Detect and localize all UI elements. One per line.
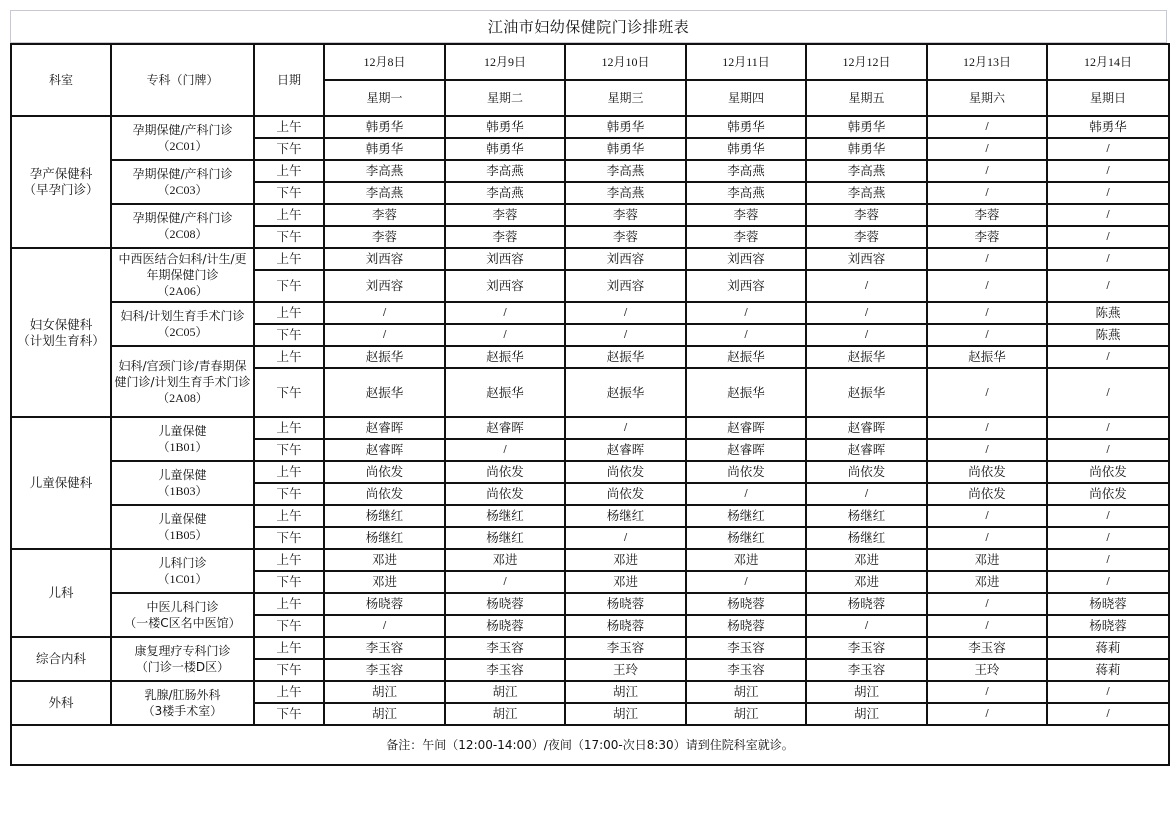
table-row bbox=[11, 681, 1169, 703]
header-date-cell: 12月9日 bbox=[445, 44, 565, 80]
header-weekday-cell: 星期三 bbox=[565, 80, 686, 116]
clinic-room: （1C01） bbox=[157, 572, 208, 586]
period-afternoon: 下午 bbox=[254, 270, 324, 302]
empty-slot: / bbox=[1047, 505, 1169, 527]
period-morning: 上午 bbox=[254, 417, 324, 439]
doctor-name: 李高燕 bbox=[324, 182, 445, 204]
department-subtitle: （计划生育科） bbox=[17, 332, 105, 348]
doctor-name: 邓进 bbox=[927, 549, 1047, 571]
department-subtitle: （早孕门诊） bbox=[23, 182, 99, 197]
doctor-name: 胡江 bbox=[806, 703, 927, 725]
table-row bbox=[11, 248, 1169, 270]
doctor-name: 刘西容 bbox=[324, 248, 445, 270]
doctor-name: 李高燕 bbox=[565, 182, 686, 204]
header-date-cell: 12月11日 bbox=[686, 44, 806, 80]
clinic-cell bbox=[111, 593, 254, 637]
doctor-name: 杨晓蓉 bbox=[445, 593, 565, 615]
table-row bbox=[11, 160, 1169, 182]
doctor-name: 赵睿晖 bbox=[324, 439, 445, 461]
empty-slot: / bbox=[1047, 138, 1169, 160]
doctor-name: 赵振华 bbox=[324, 368, 445, 417]
doctor-name: 赵振华 bbox=[686, 368, 806, 417]
doctor-name: 赵振华 bbox=[927, 346, 1047, 368]
doctor-name: 杨继红 bbox=[324, 505, 445, 527]
empty-slot: / bbox=[445, 324, 565, 346]
doctor-name: 胡江 bbox=[324, 681, 445, 703]
clinic-room: （1B05） bbox=[157, 528, 208, 542]
clinic-name: 儿童保健 bbox=[158, 512, 207, 526]
doctor-name: 李玉容 bbox=[927, 637, 1047, 659]
doctor-name: 韩勇华 bbox=[445, 116, 565, 138]
clinic-room: （1B01） bbox=[157, 440, 208, 454]
doctor-name: 邓进 bbox=[324, 571, 445, 593]
table-row bbox=[11, 461, 1169, 483]
period-morning: 上午 bbox=[254, 160, 324, 182]
period-morning: 上午 bbox=[254, 549, 324, 571]
empty-slot: / bbox=[324, 615, 445, 637]
doctor-name: 李蓉 bbox=[686, 226, 806, 248]
table-row bbox=[11, 302, 1169, 324]
empty-slot: / bbox=[927, 527, 1047, 549]
empty-slot: / bbox=[927, 703, 1047, 725]
doctor-name: 邓进 bbox=[927, 571, 1047, 593]
doctor-name: 李玉容 bbox=[806, 659, 927, 681]
period-morning: 上午 bbox=[254, 346, 324, 368]
doctor-name: 胡江 bbox=[806, 681, 927, 703]
empty-slot: / bbox=[1047, 417, 1169, 439]
clinic-cell bbox=[111, 248, 254, 302]
doctor-name: 尚依发 bbox=[686, 461, 806, 483]
doctor-name: 李蓉 bbox=[927, 204, 1047, 226]
table-row bbox=[11, 549, 1169, 571]
doctor-name: 李蓉 bbox=[565, 226, 686, 248]
doctor-name: 杨继红 bbox=[686, 527, 806, 549]
clinic-name: 中西医结合妇科/计生/更年期保健门诊 bbox=[118, 252, 247, 282]
period-afternoon: 下午 bbox=[254, 571, 324, 593]
clinic-name: 妇科/计划生育手术门诊 bbox=[120, 309, 245, 323]
doctor-name: 韩勇华 bbox=[565, 116, 686, 138]
department-cell bbox=[11, 248, 111, 417]
doctor-name: 尚依发 bbox=[806, 461, 927, 483]
empty-slot: / bbox=[1047, 571, 1169, 593]
empty-slot: / bbox=[565, 324, 686, 346]
empty-slot: / bbox=[806, 302, 927, 324]
clinic-cell bbox=[111, 417, 254, 461]
doctor-name: 杨继红 bbox=[324, 527, 445, 549]
doctor-name: 邓进 bbox=[806, 571, 927, 593]
clinic-name: 儿科门诊 bbox=[158, 556, 207, 570]
table-row bbox=[11, 204, 1169, 226]
header-date-cell: 12月13日 bbox=[927, 44, 1047, 80]
doctor-name: 尚依发 bbox=[445, 461, 565, 483]
period-morning: 上午 bbox=[254, 681, 324, 703]
doctor-name: 赵睿晖 bbox=[565, 439, 686, 461]
doctor-name: 刘西容 bbox=[324, 270, 445, 302]
clinic-name: 孕期保健/产科门诊 bbox=[132, 211, 233, 225]
doctor-name: 尚依发 bbox=[927, 461, 1047, 483]
empty-slot: / bbox=[927, 270, 1047, 302]
header-weekday-cell: 星期二 bbox=[445, 80, 565, 116]
header-date-cell: 12月8日 bbox=[324, 44, 445, 80]
header-weekday-cell: 星期六 bbox=[927, 80, 1047, 116]
doctor-name: 李蓉 bbox=[927, 226, 1047, 248]
doctor-name: 杨继红 bbox=[806, 527, 927, 549]
clinic-cell bbox=[111, 461, 254, 505]
empty-slot: / bbox=[445, 571, 565, 593]
header-weekday-cell: 星期五 bbox=[806, 80, 927, 116]
doctor-name: 胡江 bbox=[445, 703, 565, 725]
doctor-name: 陈燕 bbox=[1047, 302, 1169, 324]
period-morning: 上午 bbox=[254, 248, 324, 270]
doctor-name: 李高燕 bbox=[806, 182, 927, 204]
doctor-name: 胡江 bbox=[445, 681, 565, 703]
doctor-name: 赵振华 bbox=[324, 346, 445, 368]
header-date-cell: 12月10日 bbox=[565, 44, 686, 80]
doctor-name: 李高燕 bbox=[686, 182, 806, 204]
empty-slot: / bbox=[1047, 703, 1169, 725]
doctor-name: 李高燕 bbox=[565, 160, 686, 182]
period-afternoon: 下午 bbox=[254, 703, 324, 725]
clinic-cell bbox=[111, 160, 254, 204]
doctor-name: 邓进 bbox=[806, 549, 927, 571]
period-morning: 上午 bbox=[254, 204, 324, 226]
clinic-cell bbox=[111, 549, 254, 593]
doctor-name: 赵睿晖 bbox=[806, 439, 927, 461]
empty-slot: / bbox=[806, 270, 927, 302]
schedule-table bbox=[10, 43, 1170, 766]
period-morning: 上午 bbox=[254, 637, 324, 659]
clinic-name: 儿童保健 bbox=[158, 424, 207, 438]
department-name: 综合内科 bbox=[35, 651, 86, 666]
clinic-cell bbox=[111, 681, 254, 725]
period-afternoon: 下午 bbox=[254, 368, 324, 417]
empty-slot: / bbox=[686, 483, 806, 505]
doctor-name: 李高燕 bbox=[445, 160, 565, 182]
empty-slot: / bbox=[686, 324, 806, 346]
doctor-name: 赵振华 bbox=[565, 368, 686, 417]
department-name: 儿科 bbox=[48, 585, 74, 600]
department-cell bbox=[11, 549, 111, 637]
doctor-name: 尚依发 bbox=[565, 461, 686, 483]
doctor-name: 李蓉 bbox=[565, 204, 686, 226]
empty-slot: / bbox=[927, 615, 1047, 637]
doctor-name: 刘西容 bbox=[686, 270, 806, 302]
empty-slot: / bbox=[1047, 527, 1169, 549]
empty-slot: / bbox=[1047, 226, 1169, 248]
doctor-name: 李玉容 bbox=[686, 637, 806, 659]
empty-slot: / bbox=[927, 324, 1047, 346]
clinic-cell bbox=[111, 302, 254, 346]
doctor-name: 杨晓蓉 bbox=[565, 593, 686, 615]
empty-slot: / bbox=[1047, 346, 1169, 368]
period-afternoon: 下午 bbox=[254, 182, 324, 204]
doctor-name: 杨继红 bbox=[806, 505, 927, 527]
doctor-name: 杨继红 bbox=[565, 505, 686, 527]
department-name: 妇女保健科 bbox=[29, 316, 93, 332]
clinic-name: 乳腺/肛肠外科 bbox=[144, 688, 221, 702]
doctor-name: 刘西容 bbox=[565, 248, 686, 270]
clinic-room: （一楼C区名中医馆） bbox=[124, 616, 241, 630]
period-morning: 上午 bbox=[254, 505, 324, 527]
empty-slot: / bbox=[445, 439, 565, 461]
clinic-cell bbox=[111, 637, 254, 681]
empty-slot: / bbox=[927, 417, 1047, 439]
department-name: 外科 bbox=[48, 695, 74, 710]
doctor-name: 李玉容 bbox=[445, 659, 565, 681]
empty-slot: / bbox=[445, 302, 565, 324]
doctor-name: 韩勇华 bbox=[806, 138, 927, 160]
empty-slot: / bbox=[1047, 248, 1169, 270]
doctor-name: 王玲 bbox=[927, 659, 1047, 681]
doctor-name: 尚依发 bbox=[324, 461, 445, 483]
empty-slot: / bbox=[324, 302, 445, 324]
doctor-name: 邓进 bbox=[324, 549, 445, 571]
doctor-name: 杨晓蓉 bbox=[1047, 615, 1169, 637]
empty-slot: / bbox=[927, 439, 1047, 461]
doctor-name: 胡江 bbox=[565, 681, 686, 703]
table-row bbox=[11, 116, 1169, 138]
empty-slot: / bbox=[324, 324, 445, 346]
doctor-name: 杨继红 bbox=[445, 505, 565, 527]
doctor-name: 韩勇华 bbox=[324, 138, 445, 160]
doctor-name: 韩勇华 bbox=[806, 116, 927, 138]
table-row bbox=[11, 346, 1169, 368]
doctor-name: 邓进 bbox=[565, 571, 686, 593]
header-weekday-cell: 星期一 bbox=[324, 80, 445, 116]
doctor-name: 刘西容 bbox=[806, 248, 927, 270]
doctor-name: 李高燕 bbox=[686, 160, 806, 182]
doctor-name: 刘西容 bbox=[686, 248, 806, 270]
period-afternoon: 下午 bbox=[254, 138, 324, 160]
clinic-cell bbox=[111, 505, 254, 549]
empty-slot: / bbox=[1047, 439, 1169, 461]
period-morning: 上午 bbox=[254, 593, 324, 615]
empty-slot: / bbox=[1047, 368, 1169, 417]
clinic-room: （2C03） bbox=[157, 183, 208, 197]
empty-slot: / bbox=[806, 615, 927, 637]
header-date-cell: 12月14日 bbox=[1047, 44, 1169, 80]
doctor-name: 赵振华 bbox=[686, 346, 806, 368]
doctor-name: 杨继红 bbox=[686, 505, 806, 527]
doctor-name: 杨晓蓉 bbox=[1047, 593, 1169, 615]
empty-slot: / bbox=[927, 681, 1047, 703]
empty-slot: / bbox=[806, 324, 927, 346]
clinic-room: （2A06） bbox=[157, 284, 208, 298]
doctor-name: 尚依发 bbox=[1047, 461, 1169, 483]
department-cell bbox=[11, 681, 111, 725]
period-afternoon: 下午 bbox=[254, 226, 324, 248]
doctor-name: 邓进 bbox=[686, 549, 806, 571]
doctor-name: 邓进 bbox=[565, 549, 686, 571]
period-afternoon: 下午 bbox=[254, 324, 324, 346]
footer-note: 备注：午间（12:00-14:00）/夜间（17:00-次日8:30）请到住院科室就诊。 bbox=[11, 725, 1169, 765]
doctor-name: 赵振华 bbox=[806, 368, 927, 417]
doctor-name: 李蓉 bbox=[445, 204, 565, 226]
empty-slot: / bbox=[1047, 549, 1169, 571]
doctor-name: 尚依发 bbox=[927, 483, 1047, 505]
doctor-name: 邓进 bbox=[445, 549, 565, 571]
table-header bbox=[11, 44, 1169, 116]
period-morning: 上午 bbox=[254, 461, 324, 483]
doctor-name: 李玉容 bbox=[686, 659, 806, 681]
period-afternoon: 下午 bbox=[254, 527, 324, 549]
empty-slot: / bbox=[927, 116, 1047, 138]
doctor-name: 赵睿晖 bbox=[686, 439, 806, 461]
doctor-name: 杨晓蓉 bbox=[686, 615, 806, 637]
doctor-name: 尚依发 bbox=[565, 483, 686, 505]
doctor-name: 李蓉 bbox=[806, 226, 927, 248]
empty-slot: / bbox=[565, 527, 686, 549]
doctor-name: 韩勇华 bbox=[686, 138, 806, 160]
empty-slot: / bbox=[927, 368, 1047, 417]
empty-slot: / bbox=[565, 302, 686, 324]
doctor-name: 赵睿晖 bbox=[806, 417, 927, 439]
doctor-name: 陈燕 bbox=[1047, 324, 1169, 346]
doctor-name: 胡江 bbox=[565, 703, 686, 725]
period-afternoon: 下午 bbox=[254, 483, 324, 505]
doctor-name: 赵振华 bbox=[445, 346, 565, 368]
table-body bbox=[11, 116, 1169, 725]
clinic-room: （门诊一楼D区） bbox=[135, 660, 230, 674]
department-name: 孕产保健科 bbox=[29, 166, 93, 181]
doctor-name: 李高燕 bbox=[445, 182, 565, 204]
department-cell bbox=[11, 116, 111, 248]
department-cell bbox=[11, 417, 111, 549]
doctor-name: 李玉容 bbox=[565, 637, 686, 659]
header-dept: 科室 bbox=[11, 44, 111, 116]
doctor-name: 赵振华 bbox=[806, 346, 927, 368]
doctor-name: 韩勇华 bbox=[565, 138, 686, 160]
empty-slot: / bbox=[927, 160, 1047, 182]
doctor-name: 赵振华 bbox=[565, 346, 686, 368]
doctor-name: 杨晓蓉 bbox=[806, 593, 927, 615]
empty-slot: / bbox=[686, 302, 806, 324]
period-afternoon: 下午 bbox=[254, 615, 324, 637]
department-name: 儿童保健科 bbox=[29, 475, 93, 490]
empty-slot: / bbox=[927, 593, 1047, 615]
clinic-room: （2C08） bbox=[157, 227, 208, 241]
doctor-name: 杨晓蓉 bbox=[565, 615, 686, 637]
empty-slot: / bbox=[686, 571, 806, 593]
doctor-name: 胡江 bbox=[686, 703, 806, 725]
table-row bbox=[11, 637, 1169, 659]
header-weekday-cell: 星期日 bbox=[1047, 80, 1169, 116]
header-specialty: 专科（门牌） bbox=[111, 44, 254, 116]
empty-slot: / bbox=[927, 248, 1047, 270]
doctor-name: 刘西容 bbox=[565, 270, 686, 302]
doctor-name: 李蓉 bbox=[806, 204, 927, 226]
doctor-name: 李蓉 bbox=[445, 226, 565, 248]
doctor-name: 李高燕 bbox=[324, 160, 445, 182]
empty-slot: / bbox=[1047, 160, 1169, 182]
empty-slot: / bbox=[927, 182, 1047, 204]
header-weekday-cell: 星期四 bbox=[686, 80, 806, 116]
doctor-name: 李玉容 bbox=[445, 637, 565, 659]
doctor-name: 胡江 bbox=[686, 681, 806, 703]
doctor-name: 韩勇华 bbox=[1047, 116, 1169, 138]
clinic-room: （3楼手术室） bbox=[142, 704, 223, 718]
clinic-name: 妇科/宫颈门诊/青春期保健门诊/计划生育手术门诊 bbox=[114, 358, 251, 389]
doctor-name: 李玉容 bbox=[806, 637, 927, 659]
header-date-cell: 12月12日 bbox=[806, 44, 927, 80]
clinic-room: （2C01） bbox=[157, 139, 208, 153]
doctor-name: 韩勇华 bbox=[686, 116, 806, 138]
doctor-name: 李玉容 bbox=[324, 637, 445, 659]
clinic-cell bbox=[111, 204, 254, 248]
doctor-name: 赵睿晖 bbox=[324, 417, 445, 439]
doctor-name: 刘西容 bbox=[445, 270, 565, 302]
doctor-name: 杨晓蓉 bbox=[445, 615, 565, 637]
doctor-name: 胡江 bbox=[324, 703, 445, 725]
clinic-cell bbox=[111, 116, 254, 160]
doctor-name: 李玉容 bbox=[324, 659, 445, 681]
empty-slot: / bbox=[927, 302, 1047, 324]
empty-slot: / bbox=[1047, 681, 1169, 703]
doctor-name: 赵睿晖 bbox=[445, 417, 565, 439]
empty-slot: / bbox=[1047, 270, 1169, 302]
clinic-name: 儿童保健 bbox=[158, 468, 207, 482]
clinic-name: 孕期保健/产科门诊 bbox=[132, 167, 233, 181]
period-afternoon: 下午 bbox=[254, 439, 324, 461]
doctor-name: 刘西容 bbox=[445, 248, 565, 270]
empty-slot: / bbox=[1047, 204, 1169, 226]
doctor-name: 韩勇华 bbox=[324, 116, 445, 138]
doctor-name: 杨晓蓉 bbox=[324, 593, 445, 615]
table-row bbox=[11, 417, 1169, 439]
empty-slot: / bbox=[806, 483, 927, 505]
period-morning: 上午 bbox=[254, 302, 324, 324]
header-date: 日期 bbox=[254, 44, 324, 116]
doctor-name: 韩勇华 bbox=[445, 138, 565, 160]
period-morning: 上午 bbox=[254, 116, 324, 138]
clinic-name: 中医儿科门诊 bbox=[146, 600, 219, 614]
clinic-room: （2A08） bbox=[157, 390, 208, 405]
doctor-name: 尚依发 bbox=[445, 483, 565, 505]
table-row bbox=[11, 505, 1169, 527]
doctor-name: 李高燕 bbox=[806, 160, 927, 182]
department-cell bbox=[11, 637, 111, 681]
doctor-name: 李蓉 bbox=[324, 226, 445, 248]
doctor-name: 赵睿晖 bbox=[686, 417, 806, 439]
empty-slot: / bbox=[1047, 182, 1169, 204]
clinic-room: （2C05） bbox=[157, 325, 208, 339]
doctor-name: 蒋莉 bbox=[1047, 659, 1169, 681]
doctor-name: 杨继红 bbox=[445, 527, 565, 549]
doctor-name: 尚依发 bbox=[1047, 483, 1169, 505]
doctor-name: 赵振华 bbox=[445, 368, 565, 417]
period-afternoon: 下午 bbox=[254, 659, 324, 681]
empty-slot: / bbox=[927, 138, 1047, 160]
doctor-name: 李蓉 bbox=[686, 204, 806, 226]
table-row bbox=[11, 593, 1169, 615]
clinic-room: （1B03） bbox=[157, 484, 208, 498]
doctor-name: 尚依发 bbox=[324, 483, 445, 505]
doctor-name: 李蓉 bbox=[324, 204, 445, 226]
doctor-name: 杨晓蓉 bbox=[686, 593, 806, 615]
doctor-name: 王玲 bbox=[565, 659, 686, 681]
empty-slot: / bbox=[565, 417, 686, 439]
clinic-cell bbox=[111, 346, 254, 417]
clinic-name: 孕期保健/产科门诊 bbox=[132, 123, 233, 137]
schedule-title: 江油市妇幼保健院门诊排班表 bbox=[10, 10, 1167, 43]
empty-slot: / bbox=[927, 505, 1047, 527]
doctor-name: 蒋莉 bbox=[1047, 637, 1169, 659]
clinic-name: 康复理疗专科门诊 bbox=[134, 644, 231, 658]
